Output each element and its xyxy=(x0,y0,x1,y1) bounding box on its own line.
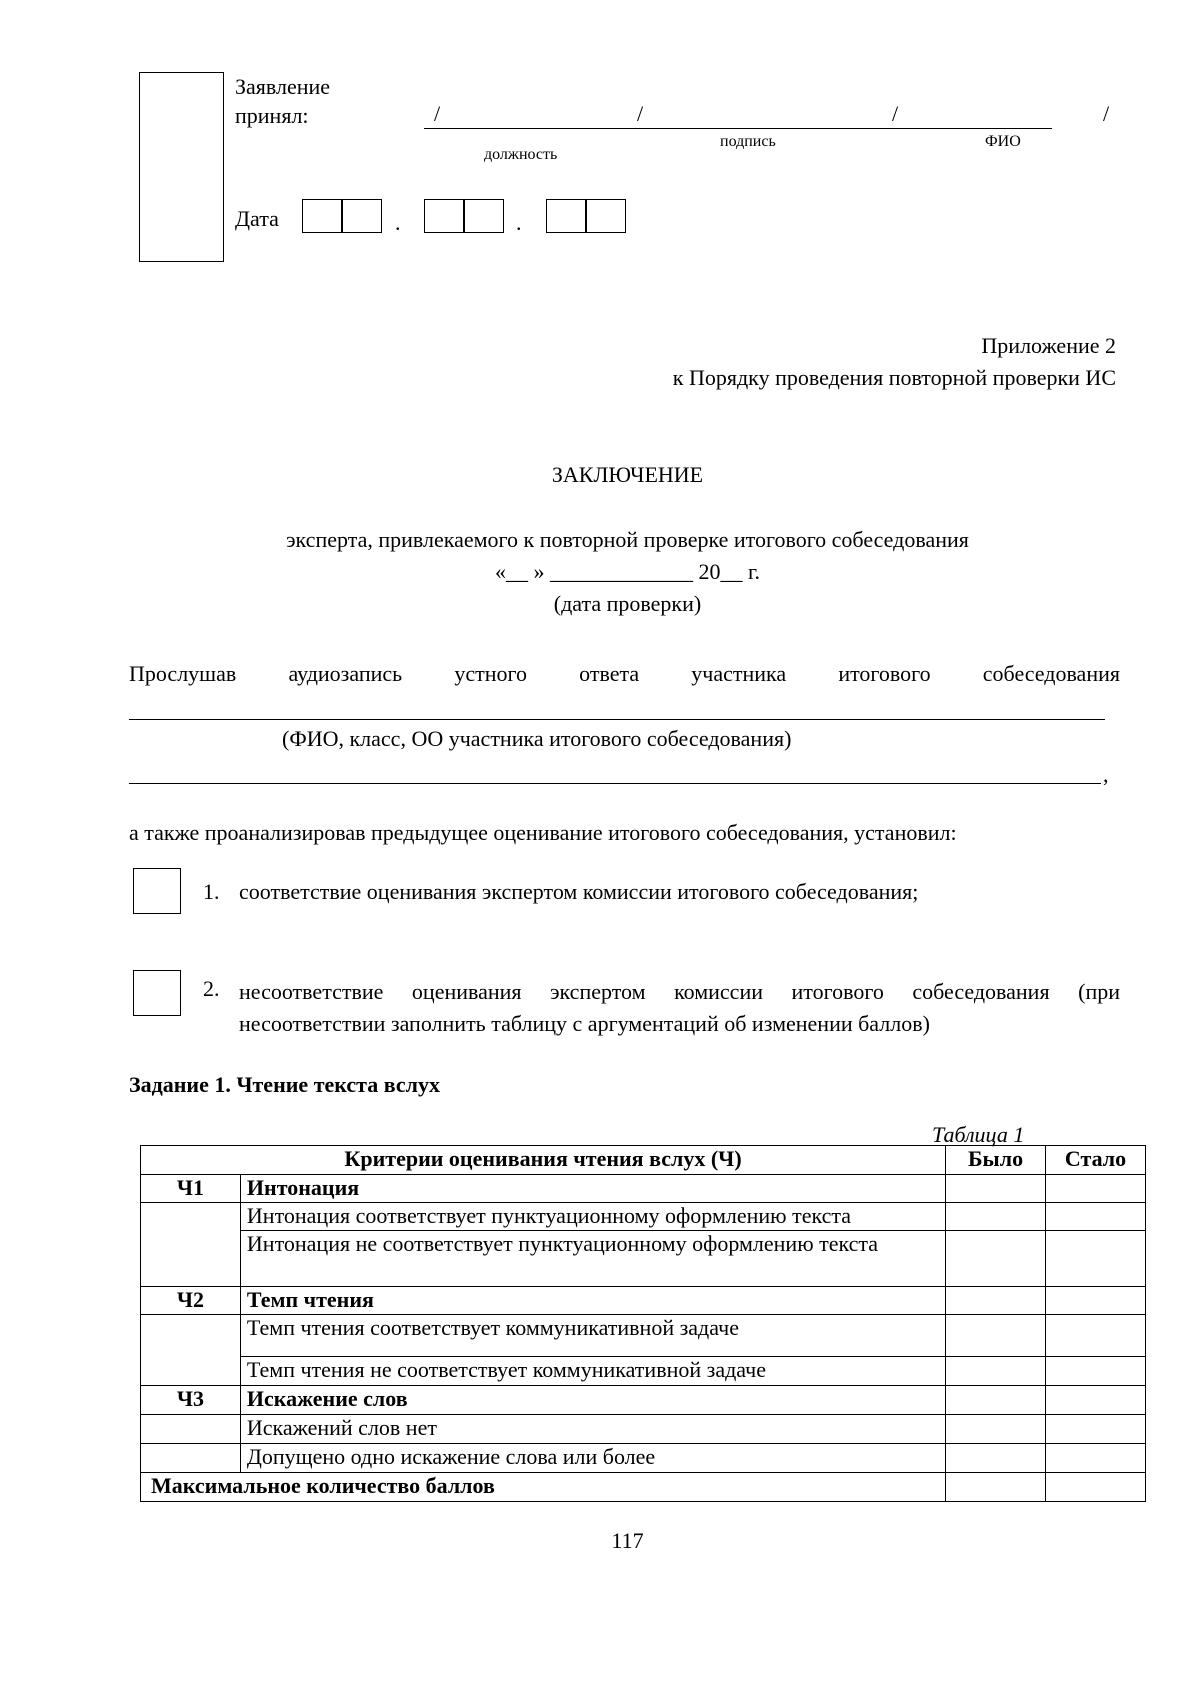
table-row xyxy=(141,1415,1146,1444)
score-was-c1-opt1[interactable] xyxy=(946,1203,1046,1231)
option2-text: несоответствие оценивания экспертом комиссии итогового собеседования (при несоответствии заполнить таблицу с аргументаций об изменении баллов) xyxy=(239,979,1120,1036)
score-was-c2[interactable] xyxy=(946,1287,1046,1315)
table-row xyxy=(141,1203,1146,1231)
date-day-digit-1[interactable] xyxy=(302,199,342,233)
score-was-c1-opt2[interactable] xyxy=(946,1231,1046,1287)
appendix-line1: Приложение 2 xyxy=(981,333,1116,358)
page-number: 117 xyxy=(611,1528,644,1553)
option1-number: 1. xyxy=(203,879,220,904)
date-year-digit-2[interactable] xyxy=(586,199,626,233)
table-row xyxy=(141,1175,1146,1203)
receipt-slash-3: / xyxy=(892,101,899,126)
date-day-digit-2[interactable] xyxy=(342,199,382,233)
participant-line-1[interactable] xyxy=(129,719,1105,720)
total-was[interactable] xyxy=(946,1473,1046,1502)
score-now-c2-opt2[interactable] xyxy=(1046,1357,1146,1386)
score-now-c3-opt1[interactable] xyxy=(1046,1415,1146,1444)
criterion-code-2: Ч2 xyxy=(141,1287,241,1315)
table-row xyxy=(141,1386,1146,1415)
total-now[interactable] xyxy=(1046,1473,1146,1502)
score-was-c1[interactable] xyxy=(946,1175,1046,1203)
criterion-2-option-2: Темп чтения не соответствует коммуникативной задаче xyxy=(240,1357,945,1386)
receipt-label-line1: Заявление xyxy=(235,74,331,99)
score-now-c1-opt2[interactable] xyxy=(1046,1231,1146,1287)
appendix-line2: к Порядку проведения повторной проверки ИС xyxy=(672,365,1116,390)
criterion-2-option-1: Темп чтения соответствует коммуникативной задаче xyxy=(240,1315,945,1357)
listen-word-7: собеседования xyxy=(982,661,1120,686)
score-was-c2-opt2[interactable] xyxy=(946,1357,1046,1386)
criterion-title-1: Интонация xyxy=(240,1175,945,1203)
total-label: Максимальное количество баллов xyxy=(141,1473,946,1502)
check-date-caption: (дата проверки) xyxy=(553,591,702,616)
date-separator-2: . xyxy=(516,210,522,235)
document-title: ЗАКЛЮЧЕНИЕ xyxy=(551,462,704,487)
option1-checkbox[interactable] xyxy=(133,868,181,914)
table-row xyxy=(141,1444,1146,1473)
caption-signature: подпись xyxy=(720,133,776,150)
receipt-stamp-box xyxy=(139,72,224,262)
criterion-3-option-1: Искажений слов нет xyxy=(240,1415,945,1444)
score-now-c3[interactable] xyxy=(1046,1386,1146,1415)
task-title: Задание 1. Чтение текста вслух xyxy=(129,1072,440,1097)
listen-word-2: аудиозапись xyxy=(288,661,403,686)
participant-caption: (ФИО, класс, ОО участника итогового собеседования) xyxy=(282,726,792,751)
table-total-row xyxy=(141,1473,1146,1502)
caption-name: ФИО xyxy=(985,133,1021,150)
score-now-c3-opt2[interactable] xyxy=(1046,1444,1146,1473)
criteria-table xyxy=(140,1145,1146,1502)
criterion-title-3: Искажение слов xyxy=(240,1386,945,1415)
score-was-c3-opt1[interactable] xyxy=(946,1415,1046,1444)
receipt-slash-1: / xyxy=(434,101,441,126)
table-header-row xyxy=(141,1146,1146,1175)
table-row xyxy=(141,1357,1146,1386)
criterion-code-empty xyxy=(141,1415,241,1444)
table-row xyxy=(141,1287,1146,1315)
criterion-code-1: Ч1 xyxy=(141,1175,241,1203)
option2-number: 2. xyxy=(203,976,220,1001)
header-criteria: Критерии оценивания чтения вслух (Ч) xyxy=(141,1146,946,1175)
table-caption: Таблица 1 xyxy=(932,1122,1025,1147)
listen-line xyxy=(129,661,1120,687)
listen-word-4: ответа xyxy=(579,661,640,686)
analysis-text: а также проанализировав предыдущее оценивание итогового собеседования, установил: xyxy=(129,820,957,845)
criterion-code-empty xyxy=(141,1444,241,1473)
receipt-signature-line xyxy=(424,128,1052,129)
score-now-c1[interactable] xyxy=(1046,1175,1146,1203)
score-was-c2-opt1[interactable] xyxy=(946,1315,1046,1357)
receipt-slash-4: / xyxy=(1103,101,1110,126)
table-row xyxy=(141,1231,1146,1287)
table-row xyxy=(141,1315,1146,1357)
date-label: Дата xyxy=(235,206,279,231)
date-year-digit-1[interactable] xyxy=(546,199,586,233)
caption-position: должность xyxy=(484,146,558,163)
receipt-label-line2: принял: xyxy=(235,103,309,128)
score-now-c2-opt1[interactable] xyxy=(1046,1315,1146,1357)
header-now: Стало xyxy=(1046,1146,1146,1175)
listen-word-3: устного xyxy=(454,661,527,686)
criterion-1-option-2: Интонация не соответствует пунктуационному оформлению текста xyxy=(240,1231,945,1287)
criterion-3-option-2: Допущено одно искажение слова или более xyxy=(240,1444,945,1473)
date-month-digit-2[interactable] xyxy=(464,199,504,233)
document-subtitle: эксперта, привлекаемого к повторной проверке итогового собеседования xyxy=(286,527,969,552)
option1-text: соответствие оценивания экспертом комиссии итогового собеседования; xyxy=(239,879,919,904)
date-separator-1: . xyxy=(395,210,401,235)
listen-word-6: итогового xyxy=(838,661,931,686)
option2-checkbox[interactable] xyxy=(133,970,181,1016)
criterion-1-option-1: Интонация соответствует пунктуационному оформлению текста xyxy=(240,1203,945,1231)
criterion-title-2: Темп чтения xyxy=(240,1287,945,1315)
criterion-code-empty xyxy=(141,1315,241,1386)
check-date-line: «__ » _____________ 20__ г. xyxy=(494,559,761,584)
date-month-digit-1[interactable] xyxy=(424,199,464,233)
participant-line-2[interactable] xyxy=(129,783,1101,784)
score-now-c1-opt1[interactable] xyxy=(1046,1203,1146,1231)
participant-comma: , xyxy=(1103,762,1109,787)
criterion-code-empty xyxy=(141,1203,241,1287)
criterion-code-3: Ч3 xyxy=(141,1386,241,1415)
score-now-c2[interactable] xyxy=(1046,1287,1146,1315)
score-was-c3-opt2[interactable] xyxy=(946,1444,1046,1473)
score-was-c3[interactable] xyxy=(946,1386,1046,1415)
listen-word-1: Прослушав xyxy=(129,661,237,686)
listen-word-5: участника xyxy=(691,661,787,686)
header-was: Было xyxy=(946,1146,1046,1175)
receipt-slash-2: / xyxy=(637,101,644,126)
